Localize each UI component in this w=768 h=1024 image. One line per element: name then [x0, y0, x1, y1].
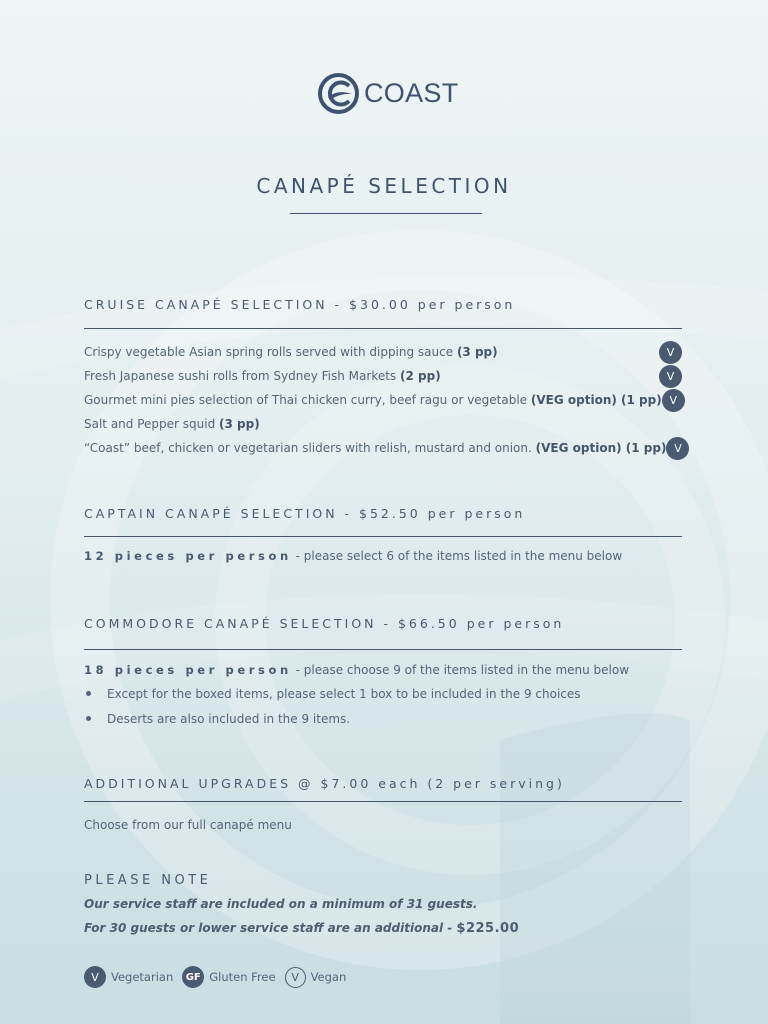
commodore-bullet [84, 687, 581, 701]
item-quantity: (VEG option) (1 pp) [530, 393, 662, 407]
item-text: Salt and Pepper squid [84, 417, 220, 431]
please-note-heading: PLEASE NOTE [84, 873, 212, 888]
coast-logo-icon [318, 73, 359, 114]
legend-vegetarian [84, 966, 173, 988]
captain-instruction: - please select 6 of the items listed in the menu below [291, 549, 623, 563]
captain-heading-text: CAPTAIN CANAPÉ SELECTION - $52.50 [84, 506, 421, 521]
commodore-description [84, 663, 629, 677]
cruise-divider [84, 328, 682, 329]
bullet-text: Deserts are also included in the 9 items. [107, 712, 351, 726]
cruise-item [84, 437, 682, 459]
note-line-2 [84, 921, 519, 936]
cruise-per-person: per person [417, 297, 516, 312]
brand-name: COAST [364, 77, 459, 108]
vegetarian-icon: V [666, 437, 689, 460]
brand-logo [318, 72, 459, 114]
upgrades-suffix: each (2 per serving) [378, 776, 565, 791]
staff-fee-amount: $225.00 [456, 921, 520, 936]
page-title: CANAPÉ SELECTION [256, 174, 512, 198]
item-text: Gourmet mini pies selection of Thai chicken curry, beef ragu or vegetable [84, 393, 531, 407]
vegan-icon: V [285, 967, 306, 988]
item-text: “Coast” beef, chicken or vegetarian sliders with relish, mustard and onion. [84, 441, 536, 455]
captain-pieces: 12 pieces per person [84, 549, 292, 563]
note-line-2-text: For 30 guests or lower service staff are an additional - [84, 921, 457, 935]
bullet-text: Except for the boxed items, please select 1 box to be included in the 9 choices [107, 687, 581, 701]
legend-label: Gluten Free [209, 970, 276, 984]
item-quantity: (VEG option) (1 pp) [535, 441, 667, 455]
bullet-dot [86, 716, 91, 721]
cruise-item [84, 365, 682, 387]
upgrades-heading-text: ADDITIONAL UPGRADES @ $7.00 [84, 776, 372, 791]
upgrades-text: Choose from our full canapé menu [84, 818, 292, 832]
legend-gluten-free [182, 966, 275, 988]
commodore-heading-text: COMMODORE CANAPÉ SELECTION - $66.50 [84, 616, 460, 631]
commodore-pieces: 18 pieces per person [84, 663, 292, 677]
legend-label: Vegetarian [111, 970, 174, 984]
captain-section-heading [84, 506, 525, 521]
item-quantity: (2 pp) [400, 369, 441, 383]
vegetarian-icon: V [662, 389, 685, 412]
item-quantity: (3 pp) [456, 345, 498, 359]
captain-description [84, 549, 622, 563]
cruise-item [84, 389, 682, 411]
cruise-item [84, 341, 682, 363]
item-quantity: (3 pp) [219, 417, 260, 431]
cruise-heading-text: CRUISE CANAPÉ SELECTION - $30.00 [84, 297, 411, 312]
upgrades-section-heading [84, 776, 565, 791]
vegetarian-icon: V [84, 966, 106, 988]
commodore-per-person: per person [466, 616, 565, 631]
dietary-legend [84, 966, 355, 988]
commodore-divider [84, 649, 682, 650]
item-text: Crispy vegetable Asian spring rolls served with dipping sauce [84, 345, 457, 359]
upgrades-divider [84, 801, 682, 802]
bullet-dot [86, 691, 91, 696]
cruise-item [84, 413, 682, 435]
vegetarian-icon: V [659, 341, 682, 364]
captain-per-person: per person [427, 506, 526, 521]
commodore-bullet [84, 712, 350, 726]
legend-label: Vegan [310, 970, 347, 984]
commodore-section-heading [84, 616, 564, 631]
captain-divider [84, 536, 682, 537]
legend-vegan [285, 967, 347, 988]
note-line-1: Our service staff are included on a minimum of 31 guests. [84, 897, 478, 911]
title-divider [290, 213, 482, 214]
vegetarian-icon: V [659, 365, 682, 388]
item-text: Fresh Japanese sushi rolls from Sydney Fish Markets [84, 369, 400, 383]
commodore-instruction: - please choose 9 of the items listed in the menu below [291, 663, 630, 677]
cruise-section-heading [84, 297, 515, 312]
gluten-free-icon: GF [182, 966, 204, 988]
